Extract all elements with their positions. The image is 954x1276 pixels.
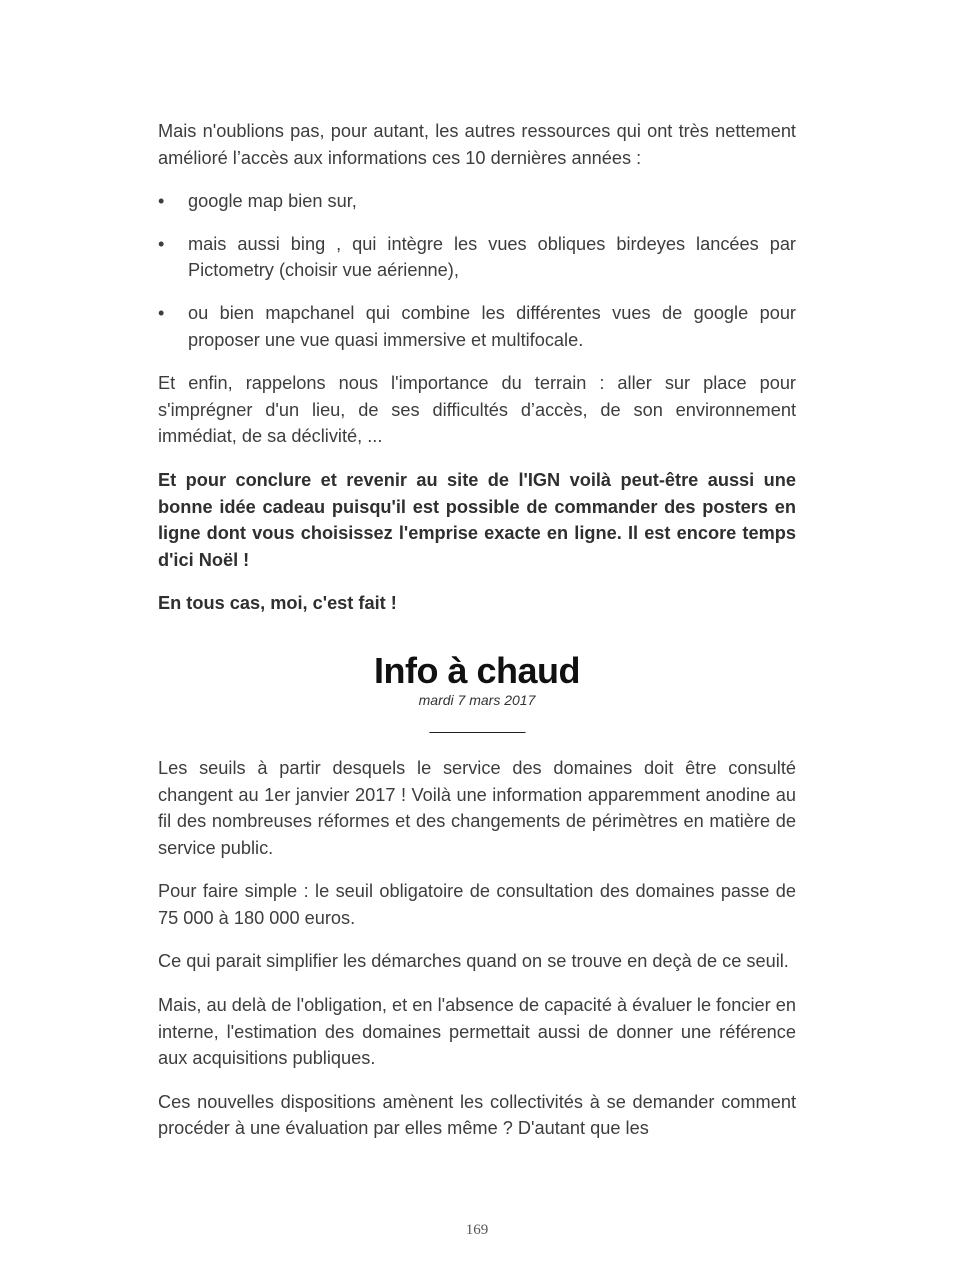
resource-list xyxy=(158,188,796,353)
article-paragraph: Mais, au delà de l'obligation, et en l'absence de capacité à évaluer le foncier en interne, l'estimation des domaines permettait aussi de donner une référence aux acquisitions publiques. xyxy=(158,995,796,1069)
article-header xyxy=(158,651,796,733)
article-title: Info à chaud xyxy=(373,649,580,691)
list-item xyxy=(158,300,796,353)
page-number: 169 xyxy=(465,1222,489,1238)
list-item-text: mais aussi bing , qui intègre les vues obliques birdeyes lancées par Pictometry (choisir vue aérienne), xyxy=(188,233,796,281)
list-item-text: google map bien sur, xyxy=(188,191,357,212)
closing-remark: En tous cas, moi, c'est fait ! xyxy=(158,593,397,614)
list-item xyxy=(158,231,796,284)
bullet-icon: • xyxy=(158,191,165,212)
intro-paragraph: Mais n'oublions pas, pour autant, les autres ressources qui ont très nettement amélioré l’accès aux informations ces 10 dernières années : xyxy=(158,121,796,168)
article-paragraph: Ce qui parait simplifier les démarches quand on se trouve en deçà de ce seuil. xyxy=(158,951,789,972)
bullet-icon: • xyxy=(158,302,165,323)
article-paragraph: Pour faire simple : le seuil obligatoire de consultation des domaines passe de 75 000 à 180 000 euros. xyxy=(158,881,796,928)
list-item-text: ou bien mapchanel qui combine les différentes vues de google pour proposer une vue quasi immersive et multifocale. xyxy=(188,302,796,350)
terrain-paragraph: Et enfin, rappelons nous l'importance du terrain : aller sur place pour s'imprégner d'un lieu, de ses difficultés d’accès, de son environnement immédiat, de sa déclivité, ... xyxy=(158,373,796,447)
article-paragraph: Ces nouvelles dispositions amènent les collectivités à se demander comment procéder à une évaluation par elles même ? D'autant que les xyxy=(158,1091,796,1139)
article-paragraph: Les seuils à partir desquels le service des domaines doit être consulté changent au 1er janvier 2017 ! Voilà une information apparemment anodine au fil des nombreuses réformes et des changements de périmètres en matière de service public. xyxy=(158,757,796,858)
article-separator: ____________ xyxy=(429,716,525,734)
article-date: mardi 7 mars 2017 xyxy=(418,691,536,708)
page-body xyxy=(158,118,796,1159)
conclusion-paragraph: Et pour conclure et revenir au site de l'IGN voilà peut-être aussi une bonne idée cadeau puisqu'il est possible de commander des posters en ligne dont vous choisissez l'emprise exacte en ligne. Il est encore temps d'ici Noël ! xyxy=(158,469,796,570)
list-item xyxy=(158,188,796,215)
bullet-icon: • xyxy=(158,233,165,254)
